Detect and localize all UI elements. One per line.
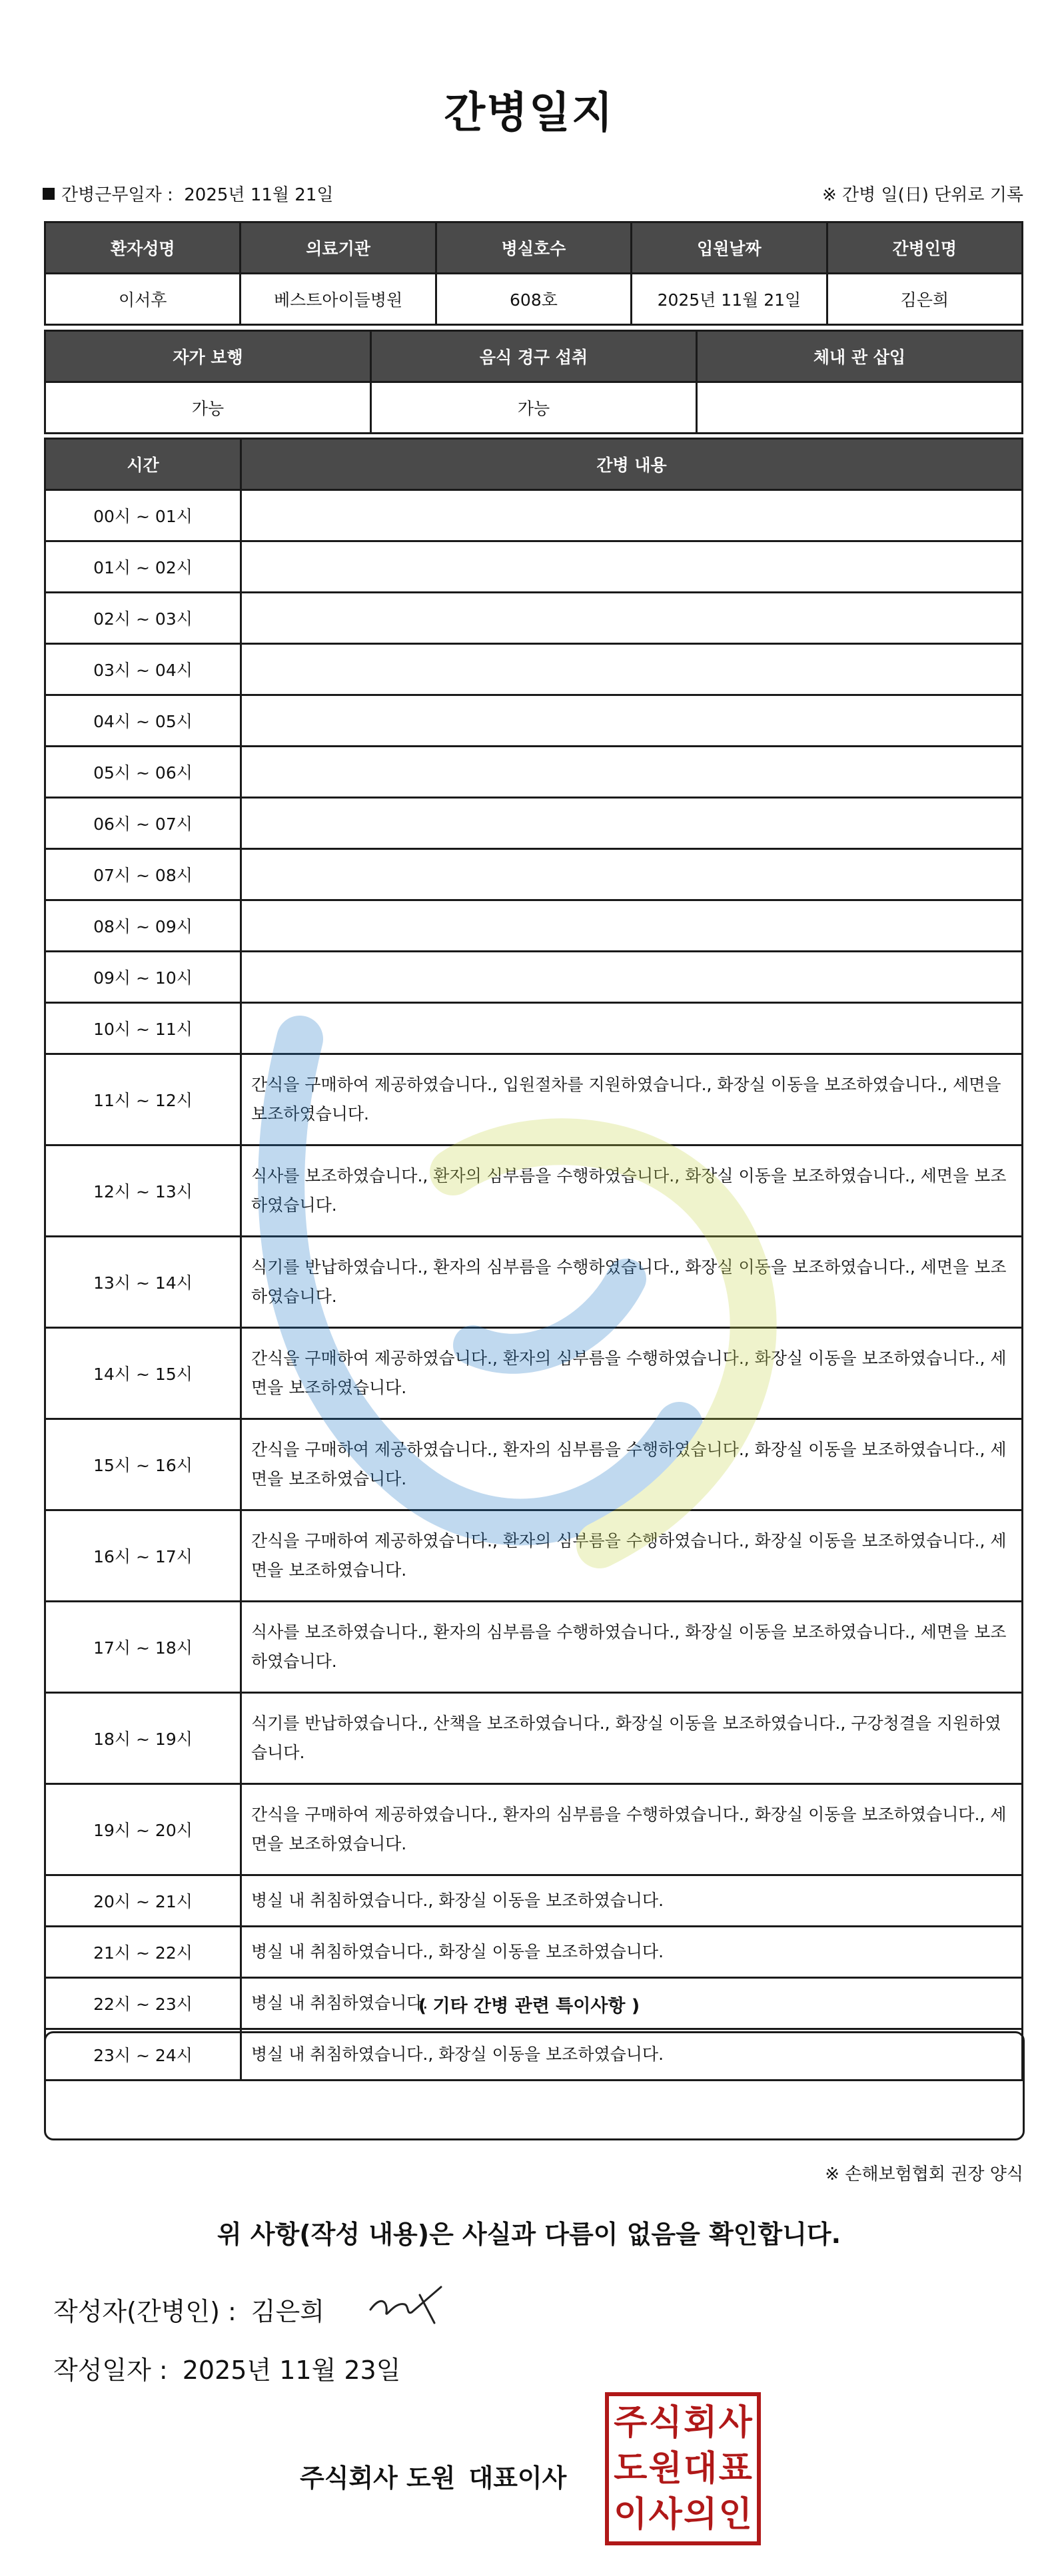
content-cell: 병실 내 취침하였습니다., 화장실 이동을 보조하였습니다. <box>241 1875 1023 1927</box>
time-cell: 12시 ~ 13시 <box>45 1145 241 1237</box>
writer-line <box>53 2291 324 2328</box>
time-cell: 17시 ~ 18시 <box>45 1602 241 1693</box>
writer-name: 김은희 <box>251 2297 324 2326</box>
table-row <box>45 1145 1023 1237</box>
time-cell: 08시 ~ 09시 <box>45 900 241 952</box>
content-cell <box>241 849 1023 900</box>
time-cell: 07시 ~ 08시 <box>45 849 241 900</box>
hospital: 베스트아이들병원 <box>241 274 436 325</box>
time-cell: 22시 ~ 23시 <box>45 1978 241 2029</box>
seal-grid: 주 식 회 사 도 원 대 표 이 사 의 인 <box>614 2402 752 2535</box>
header-admission-date: 입원날짜 <box>632 222 827 274</box>
care-log-table <box>44 438 1023 2081</box>
time-cell: 06시 ~ 07시 <box>45 798 241 849</box>
header-hospital: 의료기관 <box>241 222 436 274</box>
content-cell <box>241 1003 1023 1054</box>
content-cell: 간식을 구매하여 제공하였습니다., 입원절차를 지원하였습니다., 화장실 이동을 보조하였습니다., 세면을 보조하였습니다. <box>241 1054 1023 1145</box>
table-row <box>45 1927 1023 1978</box>
time-cell: 11시 ~ 12시 <box>45 1054 241 1145</box>
time-cell: 14시 ~ 15시 <box>45 1328 241 1419</box>
page-title: 간병일지 <box>444 89 614 138</box>
time-cell: 18시 ~ 19시 <box>45 1693 241 1784</box>
time-cell: 10시 ~ 11시 <box>45 1003 241 1054</box>
time-cell: 03시 ~ 04시 <box>45 644 241 695</box>
time-cell: 19시 ~ 20시 <box>45 1784 241 1875</box>
content-cell <box>241 490 1023 541</box>
company-seal-icon <box>605 2392 761 2545</box>
work-date-label: 간병근무일자 : <box>61 185 173 205</box>
square-bullet-icon <box>43 188 55 200</box>
table-row <box>45 1328 1023 1419</box>
table-row <box>45 1510 1023 1602</box>
special-notes-box <box>44 2031 1025 2140</box>
table-row <box>45 1784 1023 1875</box>
self-walking: 가능 <box>45 382 371 434</box>
table-row <box>45 747 1023 798</box>
time-cell: 21시 ~ 22시 <box>45 1927 241 1978</box>
time-cell: 16시 ~ 17시 <box>45 1510 241 1602</box>
header-self-walking: 자가 보행 <box>45 331 371 382</box>
content-cell <box>241 952 1023 1003</box>
signature-icon <box>368 2275 454 2328</box>
record-unit-note: ※ 간병 일(日) 단위로 기록 <box>821 185 1023 205</box>
time-cell: 20시 ~ 21시 <box>45 1875 241 1927</box>
content-cell: 병실 내 취침하였습니다. <box>241 1978 1023 2029</box>
content-cell <box>241 798 1023 849</box>
time-cell: 00시 ~ 01시 <box>45 490 241 541</box>
written-date-value: 2025년 11월 23일 <box>182 2356 401 2385</box>
content-cell: 식기를 반납하였습니다., 산책을 보조하였습니다., 화장실 이동을 보조하였습니다., 구강청결을 지원하였습니다. <box>241 1693 1023 1784</box>
table-row <box>45 798 1023 849</box>
content-cell: 간식을 구매하여 제공하였습니다., 환자의 심부름을 수행하였습니다., 화장실 이동을 보조하였습니다., 세면을 보조하였습니다. <box>241 1510 1023 1602</box>
header-room: 병실호수 <box>436 222 631 274</box>
admission-date: 2025년 11월 21일 <box>632 274 827 325</box>
header-oral-intake: 음식 경구 섭취 <box>371 331 697 382</box>
table-row <box>45 900 1023 952</box>
header-tube-insertion: 체내 관 삽입 <box>697 331 1023 382</box>
content-cell: 식기를 반납하였습니다., 환자의 심부름을 수행하였습니다., 화장실 이동을 보조하였습니다., 세면을 보조하였습니다. <box>241 1237 1023 1328</box>
oral-intake: 가능 <box>371 382 697 434</box>
time-cell: 01시 ~ 02시 <box>45 541 241 593</box>
time-cell: 05시 ~ 06시 <box>45 747 241 798</box>
patient-status-table <box>44 330 1023 434</box>
content-cell <box>241 593 1023 644</box>
table-row <box>45 490 1023 541</box>
time-cell: 13시 ~ 14시 <box>45 1237 241 1328</box>
special-notes-title: ( 기타 간병 관련 특이사항 ) <box>418 1996 640 2017</box>
table-row <box>45 1875 1023 1927</box>
form-source-note: ※ 손해보험협회 권장 양식 <box>825 2164 1023 2184</box>
time-cell: 04시 ~ 05시 <box>45 695 241 747</box>
content-cell <box>241 695 1023 747</box>
content-cell <box>241 541 1023 593</box>
written-date-line <box>53 2350 400 2386</box>
room-number: 608호 <box>436 274 631 325</box>
table-row <box>45 644 1023 695</box>
work-date <box>43 181 333 206</box>
time-cell: 09시 ~ 10시 <box>45 952 241 1003</box>
table-row <box>45 1237 1023 1328</box>
header-care-content: 간병 내용 <box>241 439 1023 490</box>
table-row <box>45 952 1023 1003</box>
table-row <box>45 1693 1023 1784</box>
table-row <box>45 1419 1023 1510</box>
content-cell: 간식을 구매하여 제공하였습니다., 환자의 심부름을 수행하였습니다., 화장실 이동을 보조하였습니다., 세면을 보조하였습니다. <box>241 1419 1023 1510</box>
table-row <box>45 1054 1023 1145</box>
writer-label: 작성자(간병인) : <box>53 2297 237 2326</box>
time-cell: 02시 ~ 03시 <box>45 593 241 644</box>
caregiver-name: 김은희 <box>827 274 1022 325</box>
patient-name: 이서후 <box>45 274 241 325</box>
content-cell <box>241 900 1023 952</box>
table-row <box>45 849 1023 900</box>
table-row <box>45 593 1023 644</box>
content-cell: 식사를 보조하였습니다., 환자의 심부름을 수행하였습니다., 화장실 이동을 보조하였습니다., 세면을 보조하였습니다. <box>241 1145 1023 1237</box>
table-row <box>45 1003 1023 1054</box>
patient-info-table <box>44 221 1023 326</box>
written-date-label: 작성일자 : <box>53 2356 168 2385</box>
work-date-value: 2025년 11월 21일 <box>184 185 334 205</box>
content-cell: 병실 내 취침하였습니다., 화장실 이동을 보조하였습니다. <box>241 1927 1023 1978</box>
table-row <box>45 695 1023 747</box>
ceo-label: 대표이사 <box>468 2463 567 2493</box>
header-time: 시간 <box>45 439 241 490</box>
confirmation-statement: 위 사항(작성 내용)은 사실과 다름이 없음을 확인합니다. <box>217 2220 841 2249</box>
company-name: 주식회사 도원 <box>300 2463 456 2493</box>
tube-insertion <box>697 382 1023 434</box>
table-row <box>45 1602 1023 1693</box>
company-line <box>300 2457 566 2494</box>
content-cell: 병실 내 취침하였습니다., 화장실 이동을 보조하였습니다. <box>241 2029 1023 2081</box>
content-cell: 간식을 구매하여 제공하였습니다., 환자의 심부름을 수행하였습니다., 화장실 이동을 보조하였습니다., 세면을 보조하였습니다. <box>241 1328 1023 1419</box>
time-cell: 23시 ~ 24시 <box>45 2029 241 2081</box>
content-cell: 간식을 구매하여 제공하였습니다., 환자의 심부름을 수행하였습니다., 화장실 이동을 보조하였습니다., 세면을 보조하였습니다. <box>241 1784 1023 1875</box>
header-patient-name: 환자성명 <box>45 222 241 274</box>
table-row <box>45 541 1023 593</box>
content-cell: 식사를 보조하였습니다., 환자의 심부름을 수행하였습니다., 화장실 이동을 보조하였습니다., 세면을 보조하였습니다. <box>241 1602 1023 1693</box>
content-cell <box>241 644 1023 695</box>
header-caregiver-name: 간병인명 <box>827 222 1022 274</box>
meta-row <box>43 181 1023 208</box>
content-cell <box>241 747 1023 798</box>
time-cell: 15시 ~ 16시 <box>45 1419 241 1510</box>
